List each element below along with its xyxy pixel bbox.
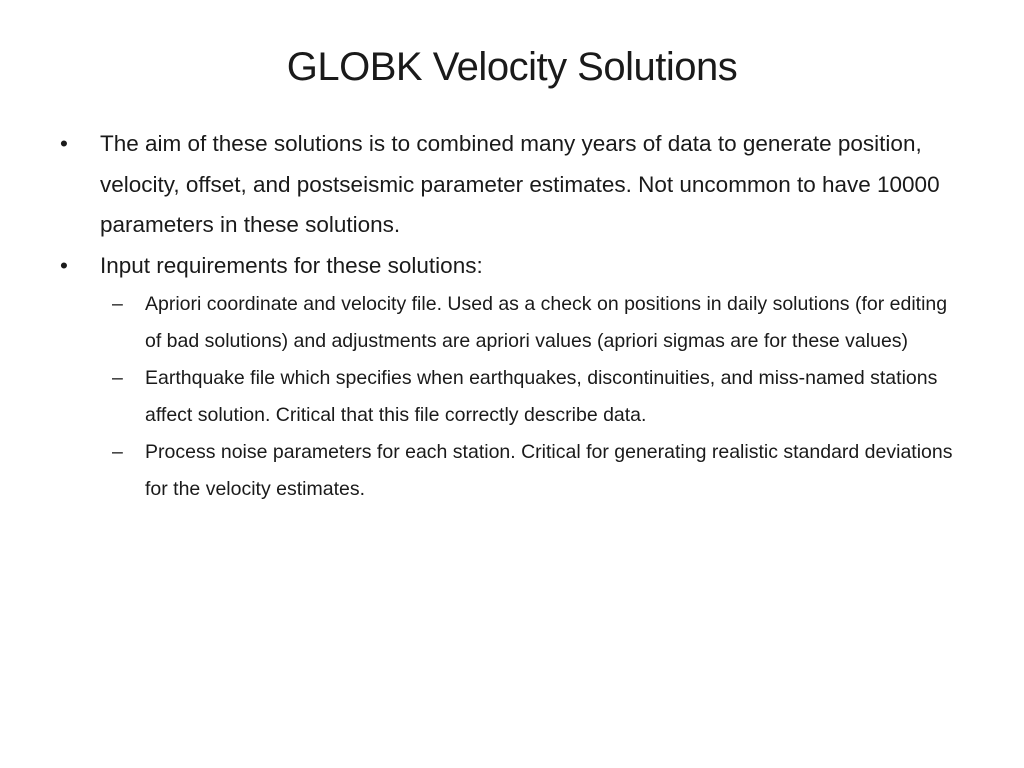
sub-bullet-item <box>60 286 960 360</box>
dash-marker: – <box>112 293 123 315</box>
sub-bullet-list <box>60 286 960 508</box>
slide-title: GLOBK Velocity Solutions <box>286 45 738 89</box>
sub-bullet-text: Apriori coordinate and velocity file. Used as a check on positions in daily solutions (for editing of bad solutions) and adjustments are apriori values (apriori sigmas are for these values) <box>145 293 948 352</box>
bullet-text: Input requirements for these solutions: <box>100 252 483 278</box>
sub-bullet-text: Process noise parameters for each station. Critical for generating realistic standard deviations for the velocity estimates. <box>145 441 953 500</box>
bullet-marker: • <box>60 131 68 156</box>
dash-marker: – <box>112 367 123 389</box>
sub-bullet-text: Earthquake file which specifies when earthquakes, discontinuities, and miss-named stations affect solution. Critical that this file correctly describe data. <box>145 367 938 426</box>
sub-bullet-item <box>60 360 960 434</box>
bullet-text: The aim of these solutions is to combined many years of data to generate position, velocity, offset, and postseismic parameter estimates. Not uncommon to have 10000 parameters in these solutions. <box>100 131 940 237</box>
bullet-marker: • <box>60 252 68 278</box>
bullet-item <box>60 246 960 287</box>
dash-marker: – <box>112 441 123 463</box>
bullet-item <box>60 124 960 246</box>
slide-body <box>60 124 960 508</box>
sub-bullet-item <box>60 434 960 508</box>
